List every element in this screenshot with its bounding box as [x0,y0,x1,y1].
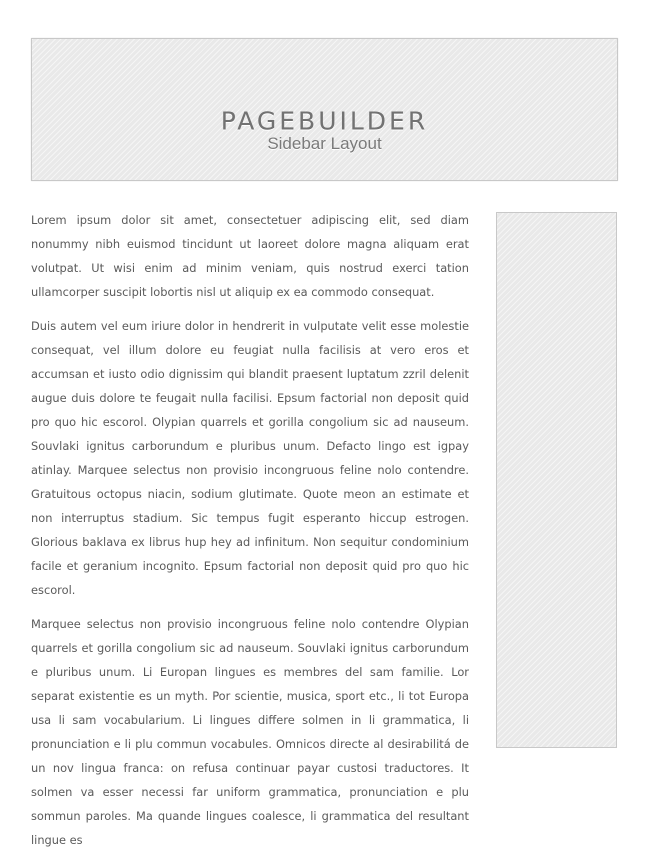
main-content [31,208,469,862]
page-header [31,38,618,181]
page-title: PAGEBUILDER [220,106,429,136]
sidebar-placeholder [496,212,617,748]
paragraph-1: Lorem ipsum dolor sit amet, consectetuer adipiscing elit, sed diam nonummy nibh euismod tincidunt ut laoreet dolore magna aliquam erat volutpat. Ut wisi enim ad minim veniam, quis nostrud exerci tation ullamcorper suscipit lobortis nisl ut aliquip ex ea commodo consequat. [31,213,469,299]
paragraph-2: Duis autem vel eum iriure dolor in hendrerit in vulputate velit esse molestie consequat, vel illum dolore eu feugiat nulla facilisis at vero eros et accumsan et iusto odio dignissim qui blandit praesent luptatum zzril delenit augue duis dolore te feugait nulla facilisi. Epsum factorial non deposit quid pro quo hic escorol. Olypian quarrels et gorilla congolium sic ad nauseum. Souvlaki ignitus carborundum e pluribus unum. Defacto lingo est igpay atinlay. Marquee selectus non provisio incongruous feline nolo contendre. Gratuitous octopus niacin, sodium glutimate. Quote meon an estimate et non interruptus stadium. Sic tempus fugit esperanto hiccup estrogen. Glorious baklava ex librus hup hey ad infinitum. Non sequitur condominium facile et geranium incognito. Epsum factorial non deposit quid pro quo hic escorol. [31,319,469,597]
paragraph-3: Marquee selectus non provisio incongruous feline nolo contendre Olypian quarrels et gorilla congolium sic ad nauseum. Souvlaki ignitus carborundum e pluribus unum. Li Europan lingues es membres del sam familie. Lor separat existentie es un myth. Por scientie, musica, sport etc., li tot Europa usa li sam vocabularium. Li lingues differe solmen in li grammatica, li pronunciation e li plu commun vocabules. Omnicos directe al desirabilitá de un nov lingua franca: on refusa continuar payar custosi traductores. It solmen va esser necessi far uniform grammatica, pronunciation e plu sommun paroles. Ma quande lingues coalesce, li grammatica del resultant lingue es [31,617,469,847]
page-subtitle: Sidebar Layout [267,134,382,153]
